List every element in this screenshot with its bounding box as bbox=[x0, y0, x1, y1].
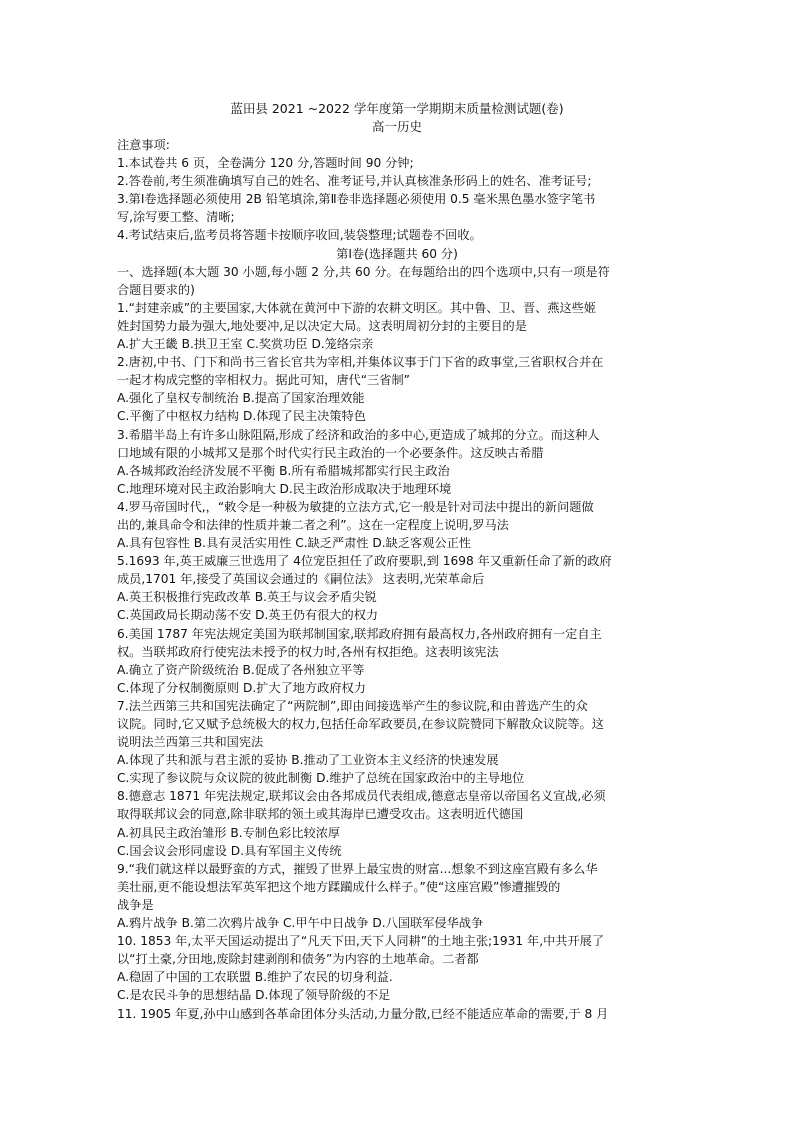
answer-options: C.实现了参议院与众议院的彼此制衡 D.维护了总统在国家政治中的主导地位 bbox=[117, 771, 525, 786]
answer-options: A.鸦片战争 B.第二次鸦片战争 C.甲午中日战争 D.八国联军侵华战争 bbox=[117, 916, 484, 931]
question-line: 说明法兰西第三共和国宪法 bbox=[117, 735, 264, 750]
question-line: 权。当联邦政府行使宪法未授予的权力时,各州有权拒绝。这表明该宪法 bbox=[117, 644, 499, 659]
question-line: 成员,1701 年,接受了英国议会通过的《嗣位法》 这表明,光荣革命后 bbox=[117, 572, 485, 587]
answer-options: A.确立了资产阶级统治 B.促成了各州独立平等 bbox=[117, 662, 365, 677]
answer-options: A.初具民主政治雏形 B.专制色彩比较浓厚 bbox=[117, 825, 341, 840]
answer-options: A.强化了皇权专制统治 B.提高了国家治理效能 bbox=[117, 391, 365, 406]
answer-options: C.是农民斗争的思想结晶 D.体现了领导阶级的不足 bbox=[117, 988, 391, 1003]
question-line: 4.罗马帝国时代,，“敕令是一种极为敏捷的立法方式,它一般是针对司法中提出的新问题做 bbox=[117, 499, 594, 514]
question-line: 8.德意志 1871 年宪法规定,联邦议会由各邦成员代表组成,德意志皇帝以帝国名义宣战,必须 bbox=[117, 789, 606, 804]
answer-options: C.平衡了中枢权力结构 D.体现了民主决策特色 bbox=[117, 409, 366, 424]
answer-options: A.稳固了中国的工农联盟 B.维护了农民的切身利益. bbox=[117, 970, 393, 985]
question-line: 6.美国 1787 年宪法规定美国为联邦制国家,联邦政府拥有最高权力,各州政府拥有一定自主 bbox=[117, 626, 602, 641]
section-intro: 一、选择题(本大题 30 小题,每小题 2 分,共 60 分。在每题给出的四个选项中,只有一项是符 bbox=[117, 264, 610, 279]
question-line: 口地域有限的小城邦又是那个时代实行民主政治的一个必要条件。这反映古希腊 bbox=[117, 445, 544, 460]
section-intro: 合题目要求的) bbox=[117, 282, 195, 297]
question-line: 2.唐初,中书、门下和尚书三省长官共为宰相,并集体议事于门下省的政事堂,三省职权合并在 bbox=[117, 355, 604, 370]
question-line: 议院。同时,它又赋予总统极大的权力,包括任命军政要员,在参议院赞同下解散众议院等。这 bbox=[117, 717, 604, 731]
question-line: 美壮丽,更不能设想法军英军把这个地方蹂躏成什么样子。”使“这座宫殿”惨遭摧毁的 bbox=[117, 879, 561, 894]
notes-heading: 注意事项: bbox=[117, 138, 170, 152]
answer-options: C.体现了分权制衡原则 D.扩大了地方政府权力 bbox=[117, 680, 366, 695]
answer-options: A.体现了共和派与君主派的妥协 B.推动了工业资本主义经济的快速发展 bbox=[117, 753, 499, 768]
answer-options: A.具有包容性 B.具有灵活实用性 C.缺乏严肃性 D.缺乏客观公正性 bbox=[117, 536, 471, 551]
question-line: 11. 1905 年夏,孙中山感到各革命团体分头活动,力量分散,已经不能适应革命的需要,于 8 月 bbox=[117, 1006, 609, 1021]
answer-options: C.地理环境对民主政治影响大 D.民主政治形成取决于地理环境 bbox=[117, 481, 452, 496]
question-line: 姓封国势力最为强大,地处要冲,足以决定大局。这表明周初分封的主要目的是 bbox=[117, 318, 527, 333]
question-list bbox=[117, 299, 677, 1023]
question-line: 3.希腊半岛上有许多山脉阻隔,形成了经济和政治的多中心,更造成了城邦的分立。而这种人 bbox=[117, 427, 600, 442]
question-line: 一起才构成完整的宰相权力。据此可知，唐代“三省制” bbox=[117, 373, 410, 388]
note-item: 3.第Ⅰ卷选择题必须使用 2B 铅笔填涂,第Ⅱ卷非选择题必须使用 0.5 毫米黑色墨水签字笔书 bbox=[117, 192, 596, 207]
section-title: 第Ⅰ卷(选择题共 60 分) bbox=[336, 246, 458, 261]
question-line: 出的,兼具命令和法律的性质并兼二者之利”。这在一定程度上说明,罗马法 bbox=[117, 517, 509, 532]
answer-options: A.扩大王畿 B.拱卫王室 C.奖赏功臣 D.笼络宗亲 bbox=[117, 337, 374, 352]
question-line: 10. 1853 年,太平天国运动提出了“凡天下田,天下人同耕”的土地主张;1931 年,中共开展了 bbox=[117, 934, 605, 949]
answer-options: C.英国政局长期动荡不安 D.英王仍有很大的权力 bbox=[117, 608, 379, 623]
note-item: 1.本试卷共 6 页，全卷满分 120 分,答题时间 90 分钟; bbox=[117, 156, 414, 171]
note-item: 2.答卷前,考生须准确填写自己的姓名、准考证号,并认真核准条形码上的姓名、准考证号; bbox=[117, 174, 592, 189]
exam-body bbox=[117, 136, 677, 1023]
answer-options: C.国会议会形同虚设 D.具有军国主义传统 bbox=[117, 843, 342, 858]
question-line: 以“打土豪,分田地,废除封建剥削和债务”为内容的土地革命。二者都 bbox=[117, 952, 479, 967]
note-item: 4.考试结束后,监考员将答题卡按顺序收回,装袋整理;试题卷不回收。 bbox=[117, 228, 482, 243]
question-line: 5.1693 年,英王威廉三世选用了 4位宠臣担任了政府要职,到 1698 年又重新任命了新的政府 bbox=[117, 554, 612, 569]
answer-options: A.英王积极推行宪政改革 B.英王与议会矛盾尖锐 bbox=[117, 590, 377, 605]
answer-options: A.各城邦政治经济发展不平衡 B.所有希腊城邦都实行民主政治 bbox=[117, 463, 450, 478]
exam-title: 蓝田县 2021 ~2022 学年度第一学期期末质量检测试题(卷) bbox=[230, 101, 564, 116]
exam-subject: 高一历史 bbox=[371, 119, 422, 134]
note-item: 写,涂写要工整、清晰; bbox=[117, 210, 235, 225]
question-line: 战争是 bbox=[117, 897, 154, 912]
question-line: 1.“封建亲戚”的主要国家,大体就在黄河中下游的农耕文明区。其中鲁、卫、晋、燕这些姬 bbox=[117, 300, 597, 315]
question-line: 取得联邦议会的同意,除非联邦的领土或其海岸已遭受攻击。这表明近代德国 bbox=[117, 807, 524, 822]
question-line: 7.法兰西第三共和国宪法确定了“两院制”,即由间接选举产生的参议院,和由普选产生的众 bbox=[117, 698, 588, 713]
question-line: 9.“我们就这样以最野蛮的方式，摧毁了世界上最宝贵的财富...想象不到这座宫殿有多么华 bbox=[117, 861, 598, 876]
